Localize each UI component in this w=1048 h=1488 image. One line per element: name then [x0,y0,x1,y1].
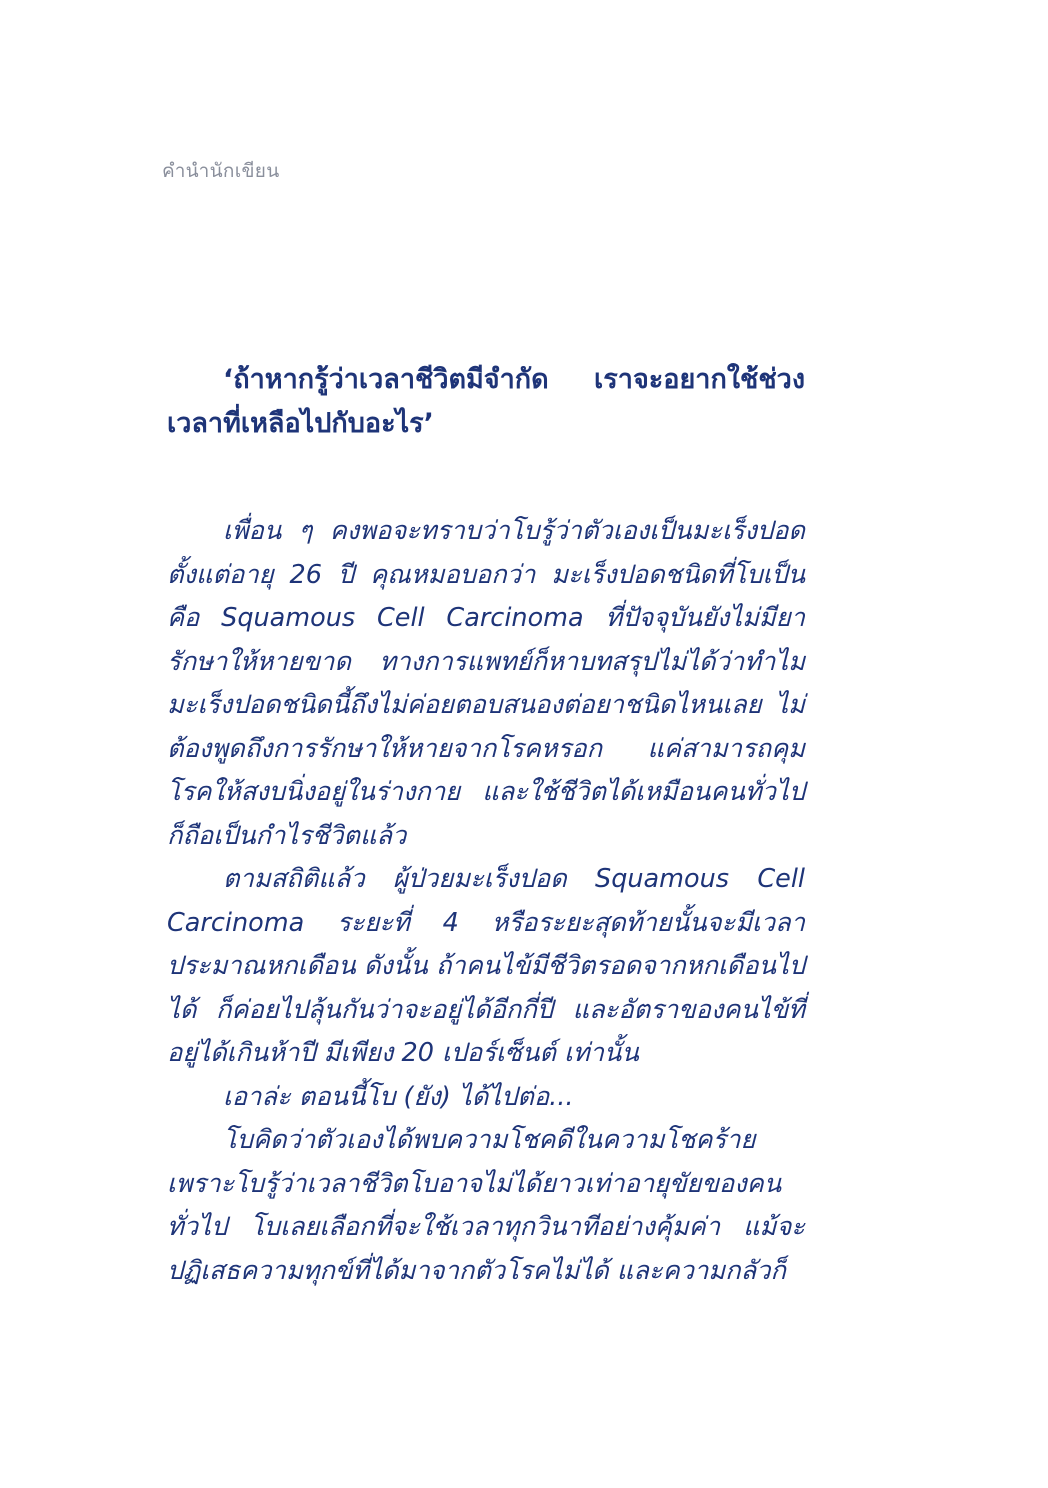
paragraph: ตามสถิติแล้ว ผู้ป่วยมะเร็งปอด Squamous Cell Carcinoma ระยะที่ 4 หรือระยะสุดท้ายนั้นจะมีเวลาประมาณหกเดือน ดังนั้น ถ้าคนไข้มีชีวิตรอดจากหกเดือนไปได้ ก็ค่อยไปลุ้นกันว่าจะอยู่ได้อีกกี่ปี และอัตราของคนไข้ที่อยู่ได้เกินห้าปี มีเพียง 20 เปอร์เซ็นต์ เท่านั้น [167,864,805,1068]
section-label: คำนำนักเขียน [162,160,280,182]
page-content [167,358,805,1293]
paragraph: เพื่อน ๆ คงพอจะทราบว่าโบรู้ว่าตัวเองเป็นมะเร็งปอดตั้งแต่อายุ 26 ปี คุณหมอบอกว่า มะเร็งปอดชนิดที่โบเป็นคือ Squamous Cell Carcinoma ที่ปัจจุบันยังไม่มียารักษาให้หายขาด ทางการแพทย์ก็หาบทสรุปไม่ได้ว่าทำไมมะเร็งปอดชนิดนี้ถึงไม่ค่อยตอบสนองต่อยาชนิดไหนเลย ไม่ต้องพูดถึงการรักษาให้หายจากโรคหรอก แค่สามารถคุมโรคให้สงบนิ่งอยู่ในร่างกาย และใช้ชีวิตได้เหมือนคนทั่วไปก็ถือเป็นกำไรชีวิตแล้ว [167,516,805,851]
chapter-quote-title: ‘ถ้าหากรู้ว่าเวลาชีวิตมีจำกัด เราจะอยากใช้ช่วงเวลาที่เหลือไปกับอะไร’ [167,364,805,439]
body-text [167,510,805,1293]
paragraph: เอาล่ะ ตอนนี้โบ (ยัง) ได้ไปต่อ... [223,1081,574,1112]
paragraph: โบคิดว่าตัวเองได้พบความโชคดีในความโชคร้าย เพราะโบรู้ว่าเวลาชีวิตโบอาจไม่ได้ยาวเท่าอายุขัยของคนทั่วไป โบเลยเลือกที่จะใช้เวลาทุกวินาทีอย่างคุ้มค่า แม้จะปฏิเสธความทุกข์ที่ได้มาจากตัวโรคไม่ได้ และความกลัวก็ [167,1125,805,1286]
